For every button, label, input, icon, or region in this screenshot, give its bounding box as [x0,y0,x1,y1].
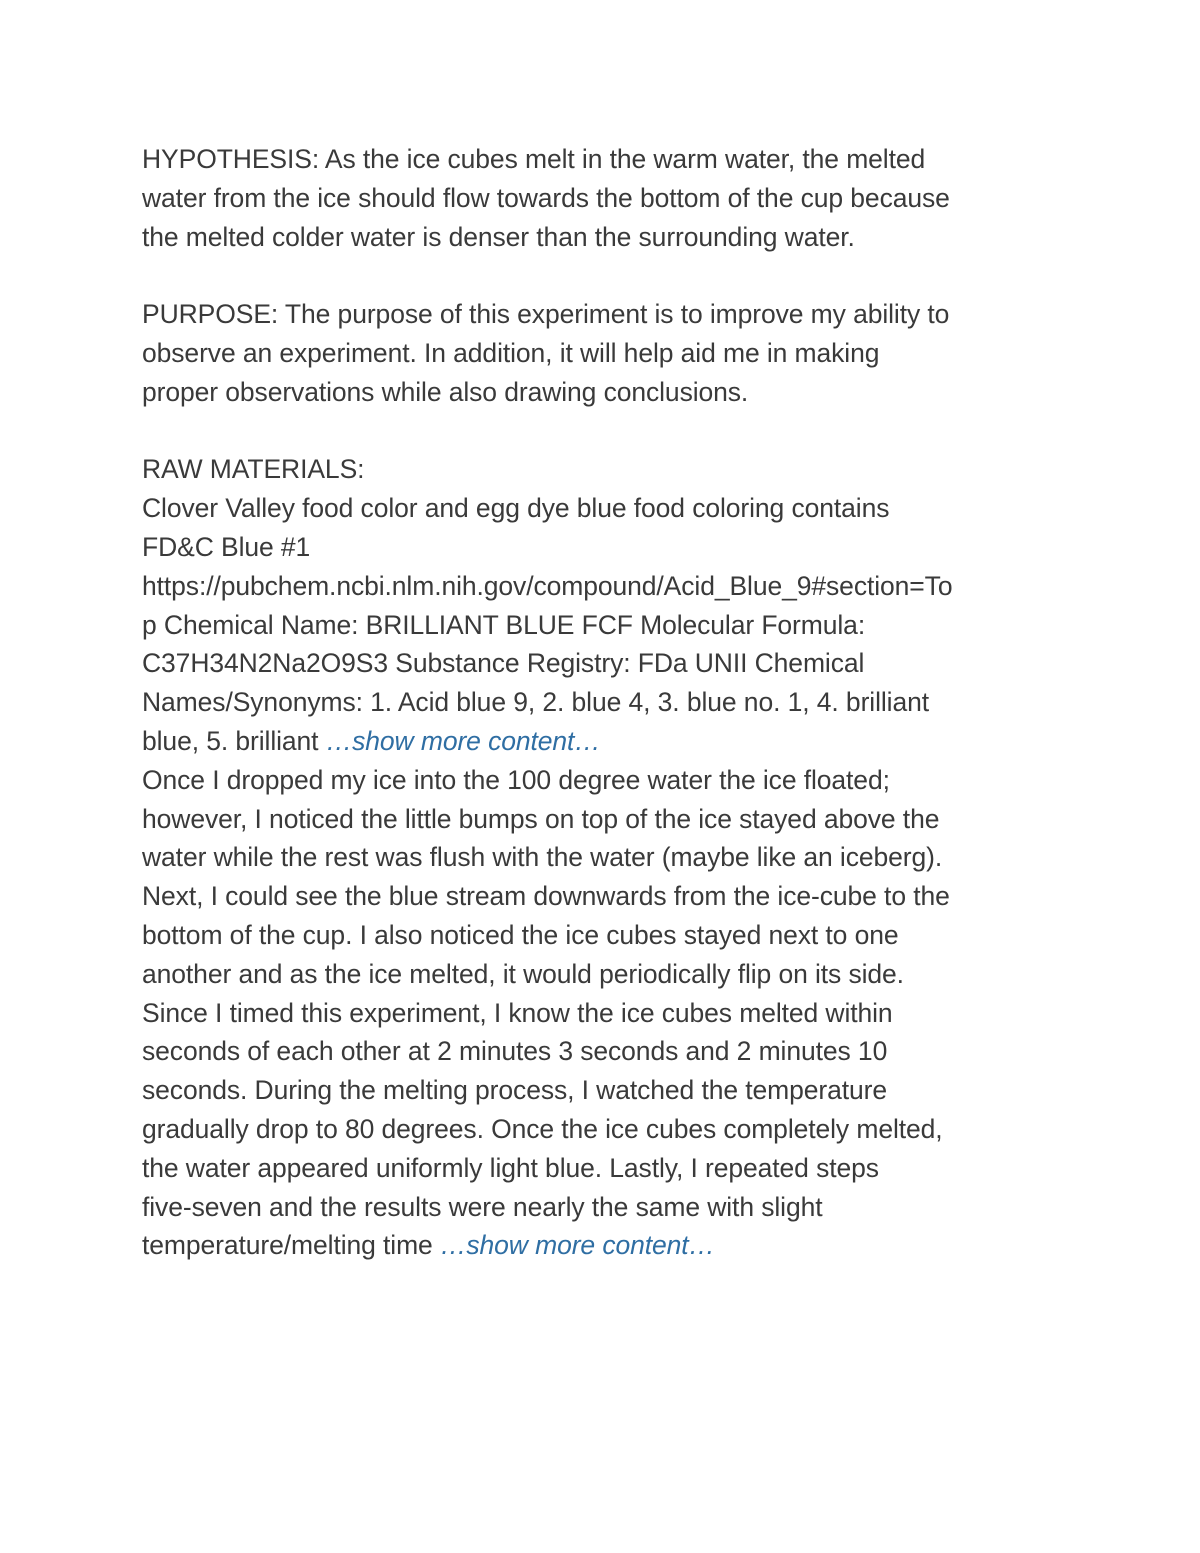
text-line: Next, I could see the blue stream downwards from the ice-cube to the [142,881,950,912]
show-more-link[interactable]: …show more content… [439,1230,715,1261]
text-line: FD&C Blue #1 [142,531,311,562]
raw-materials-section [142,450,1062,760]
text-line: HYPOTHESIS: As the ice cubes melt in the warm water, the melted [142,144,926,174]
observations-paragraph [142,761,1062,1265]
text-line: another and as the ice melted, it would periodically flip on its side. [142,958,904,989]
text-line: PURPOSE: The purpose of this experiment is to improve my ability to [142,299,950,330]
text-line [142,722,1062,761]
text-line: however, I noticed the little bumps on top of the ice stayed above the [142,803,940,834]
text-line: water from the ice should flow towards the bottom of the cup because [142,182,950,213]
text-line: bottom of the cup. I also noticed the ice cubes stayed next to one [142,919,899,950]
document-body [142,140,1062,1265]
text-line: seconds of each other at 2 minutes 3 seconds and 2 minutes 10 [142,1036,888,1067]
text-line: C37H34N2Na2O9S3 Substance Registry: FDa UNII Chemical [142,648,865,679]
text-line: Once I dropped my ice into the 100 degree water the ice floated; [142,764,890,795]
text-line: water while the rest was flush with the water (maybe like an iceberg). [142,842,943,873]
text-line: p Chemical Name: BRILLIANT BLUE FCF Molecular Formula: [142,609,866,640]
show-more-link[interactable]: …show more content… [325,725,601,756]
text-line: gradually drop to 80 degrees. Once the ice cubes completely melted, [142,1113,943,1144]
text-line: Clover Valley food color and egg dye blue food coloring contains [142,493,890,524]
text-line: the melted colder water is denser than the surrounding water. [142,221,855,252]
text-line [142,1226,1062,1265]
text-fragment: blue, 5. brilliant [142,725,326,756]
text-line: seconds. During the melting process, I watched the temperature [142,1075,888,1106]
text-line: proper observations while also drawing conclusions. [142,376,749,407]
hypothesis-paragraph [142,140,1062,256]
text-line: five-seven and the results were nearly the same with slight [142,1191,823,1222]
raw-materials-heading: RAW MATERIALS: [142,454,365,485]
paragraph-gap [142,256,1062,295]
text-fragment: temperature/melting time [142,1230,440,1261]
text-line: observe an experiment. In addition, it will help aid me in making [142,337,880,368]
text-line: https://pubchem.ncbi.nlm.nih.gov/compound/Acid_Blue_9#section=To [142,570,953,601]
text-line: Since I timed this experiment, I know the ice cubes melted within [142,997,893,1028]
text-line: Names/Synonyms: 1. Acid blue 9, 2. blue 4, 3. blue no. 1, 4. brilliant [142,687,929,718]
text-line: the water appeared uniformly light blue. Lastly, I repeated steps [142,1152,879,1183]
purpose-paragraph [142,295,1062,411]
paragraph-gap [142,412,1062,451]
